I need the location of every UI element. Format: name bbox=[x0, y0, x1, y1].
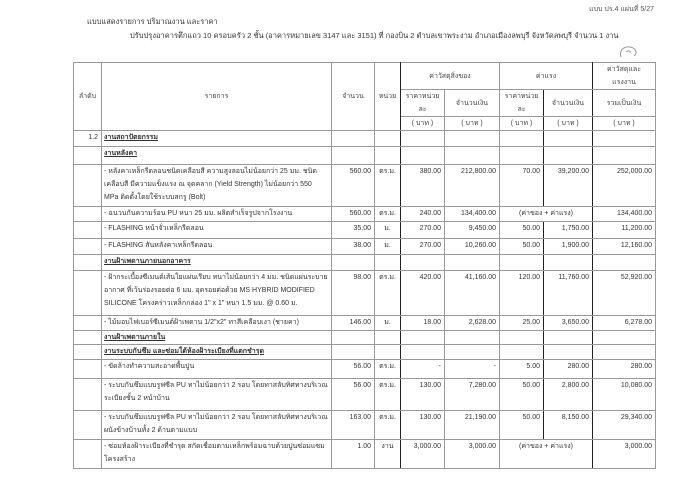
item-description bbox=[102, 131, 332, 147]
item-description bbox=[102, 207, 332, 222]
quantity: 560.00 bbox=[332, 207, 375, 222]
item-description bbox=[102, 239, 332, 255]
material-unit-price: 130.00 bbox=[401, 411, 445, 440]
labor-amount: 11,760.00 bbox=[544, 271, 593, 316]
labor-amount: 39,200.00 bbox=[544, 165, 593, 207]
quantity bbox=[332, 345, 375, 360]
section-row bbox=[74, 147, 656, 165]
row-number bbox=[74, 331, 102, 345]
material-amount: 9,450.00 bbox=[445, 222, 500, 239]
row-number bbox=[74, 440, 102, 469]
total-amount bbox=[593, 331, 656, 345]
material-amount: 41,160.00 bbox=[445, 271, 500, 316]
section-title: งานหลังคา bbox=[104, 150, 138, 157]
col-group-material: ค่าวัสดุสิ่งของ bbox=[401, 63, 500, 90]
table-row bbox=[74, 207, 656, 222]
material-amount bbox=[445, 331, 500, 345]
item-text: - FLASHING สันหลังคาเหล็กรีดลอน bbox=[104, 242, 213, 249]
material-amount bbox=[445, 255, 500, 271]
unit bbox=[375, 345, 401, 360]
quantity: 560.00 bbox=[332, 165, 375, 207]
material-unit-price: 240.00 bbox=[401, 207, 445, 222]
item-description bbox=[102, 360, 332, 379]
quantity bbox=[332, 331, 375, 345]
total-amount: 12,160.00 bbox=[593, 239, 656, 255]
unit: ม. bbox=[375, 222, 401, 239]
labor-combined-note: (ค่าของ + ค่าแรง) bbox=[500, 440, 593, 469]
labor-unit-price bbox=[500, 255, 544, 271]
labor-unit-price: 50.00 bbox=[500, 222, 544, 239]
item-description bbox=[102, 255, 332, 271]
section-row bbox=[74, 345, 656, 360]
material-unit-price bbox=[401, 331, 445, 345]
material-amount bbox=[445, 131, 500, 147]
quantity: 56.00 bbox=[332, 360, 375, 379]
item-description bbox=[102, 440, 332, 469]
total-amount: 252,000.00 bbox=[593, 165, 656, 207]
item-text: - ระบบกันซึมแบบรูฟซีล PU ทาไม่น้อยกว่า 2 รอบ โดยทาสลับทิศทางบริเวณผนังข้างบ้านทั้ง 2 ด้านตามแบบ bbox=[104, 414, 328, 434]
material-unit-price: - bbox=[401, 360, 445, 379]
item-text: - ฝ้ากระเบื้องซีเมนต์เส้นใยแผ่นเรียบ หนาไม่น้อยกว่า 4 มม. ชนิดแผ่นระบายอากาศ ที่เว้นร่องรอยต่อ 6 มม. อุดรอยต่อด้วย MS HYBRID MODIFIED SILICONE โครงคร่าวเหล็กกล่อง 1" x 1" หนา 1.5 มม. @ 0.60 ม. bbox=[104, 274, 328, 307]
col-header-qty: จำนวน bbox=[332, 63, 375, 131]
material-amount: 3,000.00 bbox=[445, 440, 500, 469]
table-row bbox=[74, 222, 656, 239]
unit: ตร.ม. bbox=[375, 207, 401, 222]
row-number bbox=[74, 255, 102, 271]
section-title: งานระบบกันซึม และซ่อมใต้ห้องฝ้าระเบียงที่แตกชำรุด bbox=[104, 348, 265, 355]
unit: ตร.ม. bbox=[375, 411, 401, 440]
baht-label: ( บาท ) bbox=[593, 117, 656, 131]
table-row bbox=[74, 165, 656, 207]
table-row bbox=[74, 440, 656, 469]
quantity bbox=[332, 131, 375, 147]
quantity bbox=[332, 147, 375, 165]
col-header-lab-amount: จำนวนเงิน bbox=[544, 90, 593, 117]
material-unit-price: 380.00 bbox=[401, 165, 445, 207]
baht-label: ( บาท ) bbox=[445, 117, 500, 131]
quantity: 163.00 bbox=[332, 411, 375, 440]
row-number bbox=[74, 239, 102, 255]
material-amount: 10,260.00 bbox=[445, 239, 500, 255]
boq-table bbox=[73, 62, 656, 469]
total-amount: 280.00 bbox=[593, 360, 656, 379]
unit: ม. bbox=[375, 316, 401, 331]
total-amount: 3,000.00 bbox=[593, 440, 656, 469]
labor-unit-price bbox=[500, 131, 544, 147]
labor-unit-price: 120.00 bbox=[500, 271, 544, 316]
quantity: 56.00 bbox=[332, 379, 375, 411]
labor-amount bbox=[544, 331, 593, 345]
item-description bbox=[102, 379, 332, 411]
total-amount: 52,920.00 bbox=[593, 271, 656, 316]
row-number bbox=[74, 222, 102, 239]
col-header-total: รวมเป็นเงิน bbox=[593, 90, 656, 117]
material-unit-price: 270.00 bbox=[401, 239, 445, 255]
item-text: - ขัดล้างทำความสะอาดพื้นปูน bbox=[104, 363, 195, 370]
labor-amount: 280.00 bbox=[544, 360, 593, 379]
item-description bbox=[102, 316, 332, 331]
col-group-labor: ค่าแรง bbox=[500, 63, 593, 90]
col-header-no: ลำดับ bbox=[74, 63, 102, 131]
labor-amount: 1,750.00 bbox=[544, 222, 593, 239]
total-amount bbox=[593, 131, 656, 147]
quantity: 38.00 bbox=[332, 239, 375, 255]
handwritten-mark-icon bbox=[618, 44, 640, 60]
labor-unit-price bbox=[500, 345, 544, 360]
labor-amount: 2,800.00 bbox=[544, 379, 593, 411]
baht-label: ( บาท ) bbox=[401, 117, 445, 131]
labor-unit-price: 50.00 bbox=[500, 411, 544, 440]
total-amount: 29,340.00 bbox=[593, 411, 656, 440]
col-header-item: รายการ bbox=[102, 63, 332, 131]
unit bbox=[375, 147, 401, 165]
row-number bbox=[74, 207, 102, 222]
unit bbox=[375, 131, 401, 147]
unit: ตร.ม. bbox=[375, 165, 401, 207]
unit: ตร.ม. bbox=[375, 379, 401, 411]
labor-amount bbox=[544, 345, 593, 360]
quantity: 35.00 bbox=[332, 222, 375, 239]
labor-amount: 1,900.00 bbox=[544, 239, 593, 255]
labor-amount bbox=[544, 255, 593, 271]
row-number bbox=[74, 360, 102, 379]
col-group-total: ค่าวัสดุและแรงงาน bbox=[593, 63, 656, 90]
material-amount: 134,400.00 bbox=[445, 207, 500, 222]
item-text: - ซ่อมห้องฝ้าระเบียงที่ชำรุด สกัดเชื่อมตามเหล็กพร้อมฉาบด้วยปูนซ่อมแซมโครงสร้าง bbox=[104, 443, 325, 463]
material-unit-price: 3,000.00 bbox=[401, 440, 445, 469]
labor-combined-note: (ค่าของ + ค่าแรง) bbox=[500, 207, 593, 222]
material-amount bbox=[445, 147, 500, 165]
row-number bbox=[74, 345, 102, 360]
item-description bbox=[102, 345, 332, 360]
table-row bbox=[74, 239, 656, 255]
labor-amount: 3,650.00 bbox=[544, 316, 593, 331]
labor-unit-price: 70.00 bbox=[500, 165, 544, 207]
quantity: 1.00 bbox=[332, 440, 375, 469]
total-amount: 6,278.00 bbox=[593, 316, 656, 331]
labor-unit-price: 25.00 bbox=[500, 316, 544, 331]
labor-unit-price: 5.00 bbox=[500, 360, 544, 379]
labor-unit-price: 50.00 bbox=[500, 379, 544, 411]
total-amount: 11,200.00 bbox=[593, 222, 656, 239]
item-description bbox=[102, 147, 332, 165]
item-text: - ฉนวนกันความร้อน PU หนา 25 มม. ผลิตสำเร็จรูปจากโรงงาน bbox=[104, 210, 293, 217]
unit: ตร.ม. bbox=[375, 271, 401, 316]
material-unit-price: 270.00 bbox=[401, 222, 445, 239]
labor-unit-price bbox=[500, 147, 544, 165]
section-row bbox=[74, 331, 656, 345]
table-row bbox=[74, 316, 656, 331]
document-subtitle: ปรับปรุงอาคารตึกแถว 10 ครอบครัว 2 ชั้น (อาคารหมายเลข 3147 และ 3151) ที่ กองบิน 2 ตำบลเขาพระงาม อำเภอเมืองลพบุรี จังหวัดลพบุรี จำนวน 1 งาน bbox=[130, 31, 619, 40]
baht-label: ( บาท ) bbox=[500, 117, 544, 131]
row-number bbox=[74, 316, 102, 331]
row-number bbox=[74, 147, 102, 165]
material-amount: 212,800.00 bbox=[445, 165, 500, 207]
section-row bbox=[74, 131, 656, 147]
labor-amount bbox=[544, 131, 593, 147]
total-amount: 10,080.00 bbox=[593, 379, 656, 411]
col-header-mat-price: ราคาหน่วยละ bbox=[401, 90, 445, 117]
table-row bbox=[74, 271, 656, 316]
unit: ตร.ม. bbox=[375, 360, 401, 379]
row-number bbox=[74, 411, 102, 440]
total-amount: 134,400.00 bbox=[593, 207, 656, 222]
item-description bbox=[102, 411, 332, 440]
row-number bbox=[74, 165, 102, 207]
unit: ม. bbox=[375, 239, 401, 255]
col-header-mat-amount: จำนวนเงิน bbox=[445, 90, 500, 117]
item-text: - FLASHING หน้าจั่วเหล็กรีดลอน bbox=[104, 225, 204, 232]
item-description bbox=[102, 331, 332, 345]
row-number: 1.2 bbox=[74, 131, 102, 147]
item-description bbox=[102, 271, 332, 316]
material-unit-price bbox=[401, 345, 445, 360]
table-row bbox=[74, 379, 656, 411]
quantity: 98.00 bbox=[332, 271, 375, 316]
material-amount: - bbox=[445, 360, 500, 379]
labor-unit-price bbox=[500, 331, 544, 345]
item-text: - ไม้มอบไฟเบอร์ซีเมนต์ฝ้าเพดาน 1/2"x2" ทาสีเคลือบเงา (ชายคา) bbox=[104, 319, 299, 326]
labor-unit-price: 50.00 bbox=[500, 239, 544, 255]
total-amount bbox=[593, 255, 656, 271]
col-header-unit: หน่วย bbox=[375, 63, 401, 131]
quantity: 146.00 bbox=[332, 316, 375, 331]
quantity bbox=[332, 255, 375, 271]
baht-label: ( บาท ) bbox=[544, 117, 593, 131]
material-unit-price bbox=[401, 131, 445, 147]
labor-amount bbox=[544, 147, 593, 165]
material-unit-price bbox=[401, 255, 445, 271]
section-title: งานฝ้าเพดานภายนอกอาคาร bbox=[104, 258, 191, 265]
row-number bbox=[74, 271, 102, 316]
material-unit-price bbox=[401, 147, 445, 165]
material-amount bbox=[445, 345, 500, 360]
material-unit-price: 18.00 bbox=[401, 316, 445, 331]
section-title: งานสถาปัตยกรรม bbox=[104, 134, 159, 141]
row-number bbox=[74, 379, 102, 411]
table-body bbox=[74, 131, 656, 469]
document-title: แบบแสดงรายการ ปริมาณงาน และราคา bbox=[87, 17, 218, 26]
material-unit-price: 420.00 bbox=[401, 271, 445, 316]
item-description bbox=[102, 222, 332, 239]
col-header-lab-price: ราคาหน่วยละ bbox=[500, 90, 544, 117]
section-title: งานฝ้าเพดานภายใน bbox=[104, 334, 166, 341]
material-unit-price: 130.00 bbox=[401, 379, 445, 411]
material-amount: 21,190.00 bbox=[445, 411, 500, 440]
material-amount: 2,628.00 bbox=[445, 316, 500, 331]
unit bbox=[375, 255, 401, 271]
total-amount bbox=[593, 147, 656, 165]
unit: งาน bbox=[375, 440, 401, 469]
material-amount: 7,280.00 bbox=[445, 379, 500, 411]
item-text: - หลังคาเหล็กรีดลอนชนิดเคลือบสี ความสูงลอนไม่น้อยกว่า 25 มม. ชนิดเคลือบสี มีความแข็งแรง ณ จุดคลาก (Yield Strength) ไม่น้อยกว่า 550 MPa ติดตั้งโดยใช้ระบบสกรู (Bolt) bbox=[104, 168, 317, 201]
table-row bbox=[74, 360, 656, 379]
item-text: - ระบบกันซึมแบบรูฟซีล PU ทาไม่น้อยกว่า 2 รอบ โดยทาสลับทิศทางบริเวณระเบียงชั้น 2 หน้าบ้าน bbox=[104, 382, 328, 402]
unit bbox=[375, 331, 401, 345]
form-reference: แบบ ปร.4 แผ่นที่ 5/27 bbox=[589, 6, 654, 13]
section-row bbox=[74, 255, 656, 271]
item-description bbox=[102, 165, 332, 207]
labor-amount: 8,150.00 bbox=[544, 411, 593, 440]
table-row bbox=[74, 411, 656, 440]
total-amount bbox=[593, 345, 656, 360]
